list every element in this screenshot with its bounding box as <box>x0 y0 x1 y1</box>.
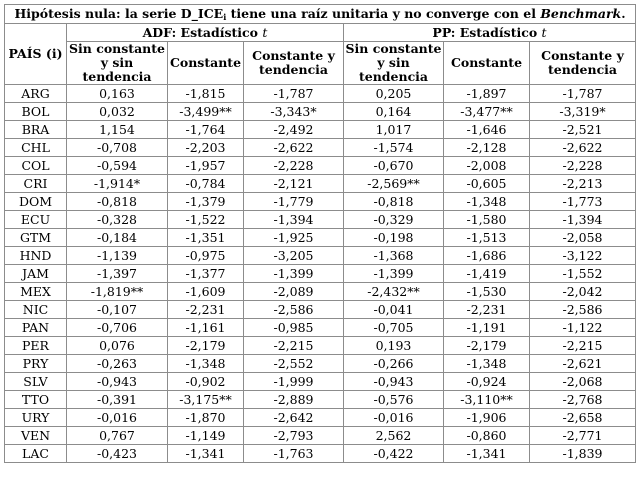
adf-constant-cell: -1,341 <box>168 445 244 463</box>
country-cell: COL <box>5 157 67 175</box>
adf-no-constant-cell: -0,016 <box>67 409 168 427</box>
pp-no-constant-cell: -0,943 <box>344 373 444 391</box>
country-cell: SLV <box>5 373 67 391</box>
adf-constant-trend-cell: -2,889 <box>244 391 344 409</box>
pp-group-header: PP: Estadístico t <box>344 24 636 42</box>
pp-constant-cell: -1,530 <box>444 283 530 301</box>
table-row <box>5 103 636 121</box>
pp-no-constant-cell: -0,818 <box>344 193 444 211</box>
pp-no-constant-cell: 0,205 <box>344 85 444 103</box>
adf-constant-trend-cell: -2,586 <box>244 301 344 319</box>
country-cell: BOL <box>5 103 67 121</box>
adf-no-constant-cell: -1,139 <box>67 247 168 265</box>
adf-constant-trend-header: Constante y tendencia <box>244 42 344 85</box>
unit-root-test-table <box>4 4 636 463</box>
pp-constant-cell: -0,924 <box>444 373 530 391</box>
pp-constant-trend-cell: -2,058 <box>530 229 636 247</box>
table-row <box>5 427 636 445</box>
adf-group-header: ADF: Estadístico t <box>67 24 344 42</box>
adf-no-constant-cell: -1,397 <box>67 265 168 283</box>
adf-no-constant-cell: 0,076 <box>67 337 168 355</box>
pp-constant-trend-cell: -1,552 <box>530 265 636 283</box>
title-subscript: i <box>223 12 227 22</box>
adf-constant-cell: -1,379 <box>168 193 244 211</box>
pp-no-constant-cell: -0,041 <box>344 301 444 319</box>
pp-constant-cell: -1,348 <box>444 355 530 373</box>
pp-constant-trend-cell: -1,122 <box>530 319 636 337</box>
adf-no-constant-header: Sin constante y sin tendencia <box>67 42 168 85</box>
pp-no-constant-cell: 0,193 <box>344 337 444 355</box>
table-row <box>5 355 636 373</box>
table-row <box>5 175 636 193</box>
country-cell: HND <box>5 247 67 265</box>
table-row <box>5 157 636 175</box>
pp-constant-trend-header: Constante y tendencia <box>530 42 636 85</box>
country-column-header: PAÍS (i) <box>5 24 67 85</box>
table-row <box>5 301 636 319</box>
unit-root-table-container <box>4 4 636 463</box>
adf-constant-trend-cell: -3,343* <box>244 103 344 121</box>
pp-constant-cell: -2,179 <box>444 337 530 355</box>
adf-constant-trend-cell: -2,622 <box>244 139 344 157</box>
pp-constant-trend-cell: -1,839 <box>530 445 636 463</box>
table-body <box>5 85 636 463</box>
adf-constant-cell: -0,784 <box>168 175 244 193</box>
adf-no-constant-cell: -0,391 <box>67 391 168 409</box>
adf-constant-cell: -1,149 <box>168 427 244 445</box>
subheader-row <box>5 42 636 85</box>
table-row <box>5 139 636 157</box>
pp-constant-trend-cell: -1,787 <box>530 85 636 103</box>
pp-constant-cell: -2,128 <box>444 139 530 157</box>
pp-no-constant-cell: -0,670 <box>344 157 444 175</box>
adf-constant-trend-cell: -1,394 <box>244 211 344 229</box>
adf-constant-cell: -3,175** <box>168 391 244 409</box>
pp-constant-cell: -1,646 <box>444 121 530 139</box>
adf-no-constant-cell: 0,032 <box>67 103 168 121</box>
pp-no-constant-cell: -0,705 <box>344 319 444 337</box>
table-row <box>5 409 636 427</box>
table-row <box>5 445 636 463</box>
pp-no-constant-cell: -0,198 <box>344 229 444 247</box>
pp-constant-cell: -1,686 <box>444 247 530 265</box>
adf-no-constant-cell: -0,818 <box>67 193 168 211</box>
country-cell: MEX <box>5 283 67 301</box>
pp-constant-cell: -1,513 <box>444 229 530 247</box>
pp-no-constant-cell: -0,422 <box>344 445 444 463</box>
pp-constant-cell: -1,348 <box>444 193 530 211</box>
adf-constant-trend-cell: -1,787 <box>244 85 344 103</box>
adf-constant-cell: -2,231 <box>168 301 244 319</box>
adf-constant-cell: -1,870 <box>168 409 244 427</box>
table-row <box>5 121 636 139</box>
country-cell: CHL <box>5 139 67 157</box>
pp-no-constant-cell: -0,016 <box>344 409 444 427</box>
adf-constant-trend-cell: -1,779 <box>244 193 344 211</box>
pp-no-constant-cell: -1,574 <box>344 139 444 157</box>
pp-no-constant-cell: 2,562 <box>344 427 444 445</box>
table-row <box>5 283 636 301</box>
country-cell: PER <box>5 337 67 355</box>
table-row <box>5 319 636 337</box>
adf-no-constant-cell: 1,154 <box>67 121 168 139</box>
adf-no-constant-cell: -0,184 <box>67 229 168 247</box>
pp-constant-trend-cell: -2,658 <box>530 409 636 427</box>
pp-constant-cell: -1,897 <box>444 85 530 103</box>
adf-no-constant-cell: 0,767 <box>67 427 168 445</box>
pp-no-constant-header: Sin constante y sin tendencia <box>344 42 444 85</box>
adf-constant-cell: -1,348 <box>168 355 244 373</box>
country-cell: PAN <box>5 319 67 337</box>
adf-constant-trend-cell: -2,642 <box>244 409 344 427</box>
country-cell: GTM <box>5 229 67 247</box>
adf-constant-trend-cell: -2,793 <box>244 427 344 445</box>
adf-constant-trend-cell: -3,205 <box>244 247 344 265</box>
table-row <box>5 211 636 229</box>
pp-no-constant-cell: -2,569** <box>344 175 444 193</box>
pp-constant-cell: -2,231 <box>444 301 530 319</box>
pp-constant-cell: -1,419 <box>444 265 530 283</box>
adf-no-constant-cell: -1,914* <box>67 175 168 193</box>
adf-constant-trend-cell: -1,399 <box>244 265 344 283</box>
adf-constant-trend-cell: -1,763 <box>244 445 344 463</box>
country-cell: PRY <box>5 355 67 373</box>
table-row <box>5 373 636 391</box>
pp-constant-cell: -0,860 <box>444 427 530 445</box>
pp-no-constant-cell: 1,017 <box>344 121 444 139</box>
adf-constant-cell: -2,179 <box>168 337 244 355</box>
country-cell: CRI <box>5 175 67 193</box>
adf-constant-cell: -1,815 <box>168 85 244 103</box>
adf-constant-trend-cell: -1,925 <box>244 229 344 247</box>
pp-constant-trend-cell: -2,228 <box>530 157 636 175</box>
adf-constant-cell: -1,609 <box>168 283 244 301</box>
adf-constant-trend-cell: -2,492 <box>244 121 344 139</box>
pp-constant-trend-cell: -2,521 <box>530 121 636 139</box>
country-cell: NIC <box>5 301 67 319</box>
country-cell: LAC <box>5 445 67 463</box>
pp-constant-cell: -1,580 <box>444 211 530 229</box>
pp-no-constant-cell: -0,266 <box>344 355 444 373</box>
pp-constant-trend-cell: -2,771 <box>530 427 636 445</box>
pp-no-constant-cell: -0,576 <box>344 391 444 409</box>
pp-constant-cell: -2,008 <box>444 157 530 175</box>
country-cell: TTO <box>5 391 67 409</box>
country-cell: URY <box>5 409 67 427</box>
adf-constant-trend-cell: -2,228 <box>244 157 344 175</box>
title-benchmark: Benchmark <box>540 6 622 21</box>
adf-constant-cell: -0,975 <box>168 247 244 265</box>
adf-constant-cell: -1,351 <box>168 229 244 247</box>
adf-constant-header: Constante <box>168 42 244 85</box>
pp-constant-cell: -3,110** <box>444 391 530 409</box>
adf-no-constant-cell: -0,263 <box>67 355 168 373</box>
adf-constant-cell: -2,203 <box>168 139 244 157</box>
adf-no-constant-cell: -0,423 <box>67 445 168 463</box>
pp-constant-trend-cell: -2,215 <box>530 337 636 355</box>
pp-constant-trend-cell: -2,042 <box>530 283 636 301</box>
pp-constant-trend-cell: -2,213 <box>530 175 636 193</box>
country-cell: VEN <box>5 427 67 445</box>
adf-no-constant-cell: -0,328 <box>67 211 168 229</box>
adf-constant-cell: -3,499** <box>168 103 244 121</box>
adf-constant-cell: -1,377 <box>168 265 244 283</box>
title-row <box>5 5 636 24</box>
country-cell: ARG <box>5 85 67 103</box>
pp-no-constant-cell: 0,164 <box>344 103 444 121</box>
pp-no-constant-cell: -1,399 <box>344 265 444 283</box>
pp-constant-trend-cell: -2,621 <box>530 355 636 373</box>
adf-constant-cell: -1,161 <box>168 319 244 337</box>
adf-constant-trend-cell: -2,215 <box>244 337 344 355</box>
adf-no-constant-cell: -0,594 <box>67 157 168 175</box>
adf-constant-trend-cell: -2,552 <box>244 355 344 373</box>
table-row <box>5 85 636 103</box>
country-cell: JAM <box>5 265 67 283</box>
adf-constant-trend-cell: -2,089 <box>244 283 344 301</box>
country-cell: ECU <box>5 211 67 229</box>
pp-constant-cell: -3,477** <box>444 103 530 121</box>
adf-no-constant-cell: -0,708 <box>67 139 168 157</box>
adf-no-constant-cell: 0,163 <box>67 85 168 103</box>
table-row <box>5 337 636 355</box>
pp-constant-header: Constante <box>444 42 530 85</box>
adf-constant-cell: -1,957 <box>168 157 244 175</box>
pp-constant-cell: -1,191 <box>444 319 530 337</box>
pp-constant-trend-cell: -2,586 <box>530 301 636 319</box>
pp-constant-trend-cell: -2,068 <box>530 373 636 391</box>
adf-no-constant-cell: -0,107 <box>67 301 168 319</box>
table-row <box>5 391 636 409</box>
pp-constant-cell: -1,341 <box>444 445 530 463</box>
table-row <box>5 265 636 283</box>
pp-constant-trend-cell: -3,319* <box>530 103 636 121</box>
pp-constant-trend-cell: -2,622 <box>530 139 636 157</box>
pp-no-constant-cell: -0,329 <box>344 211 444 229</box>
pp-no-constant-cell: -2,432** <box>344 283 444 301</box>
adf-no-constant-cell: -0,943 <box>67 373 168 391</box>
country-cell: DOM <box>5 193 67 211</box>
adf-no-constant-cell: -1,819** <box>67 283 168 301</box>
pp-constant-trend-cell: -1,394 <box>530 211 636 229</box>
pp-constant-cell: -0,605 <box>444 175 530 193</box>
table-row <box>5 193 636 211</box>
pp-constant-trend-cell: -1,773 <box>530 193 636 211</box>
adf-constant-trend-cell: -0,985 <box>244 319 344 337</box>
pp-constant-cell: -1,906 <box>444 409 530 427</box>
pp-no-constant-cell: -1,368 <box>344 247 444 265</box>
group-header-row <box>5 24 636 42</box>
table-title: Hipótesis nula: la serie $D\_ICE_i$ tiene una raíz unitaria y no converge con el Benchmark. <box>5 5 636 24</box>
adf-constant-trend-cell: -2,121 <box>244 175 344 193</box>
table-row <box>5 247 636 265</box>
adf-constant-trend-cell: -1,999 <box>244 373 344 391</box>
adf-constant-cell: -1,764 <box>168 121 244 139</box>
country-cell: BRA <box>5 121 67 139</box>
adf-constant-cell: -0,902 <box>168 373 244 391</box>
adf-constant-cell: -1,522 <box>168 211 244 229</box>
table-row <box>5 229 636 247</box>
pp-constant-trend-cell: -2,768 <box>530 391 636 409</box>
pp-constant-trend-cell: -3,122 <box>530 247 636 265</box>
adf-no-constant-cell: -0,706 <box>67 319 168 337</box>
